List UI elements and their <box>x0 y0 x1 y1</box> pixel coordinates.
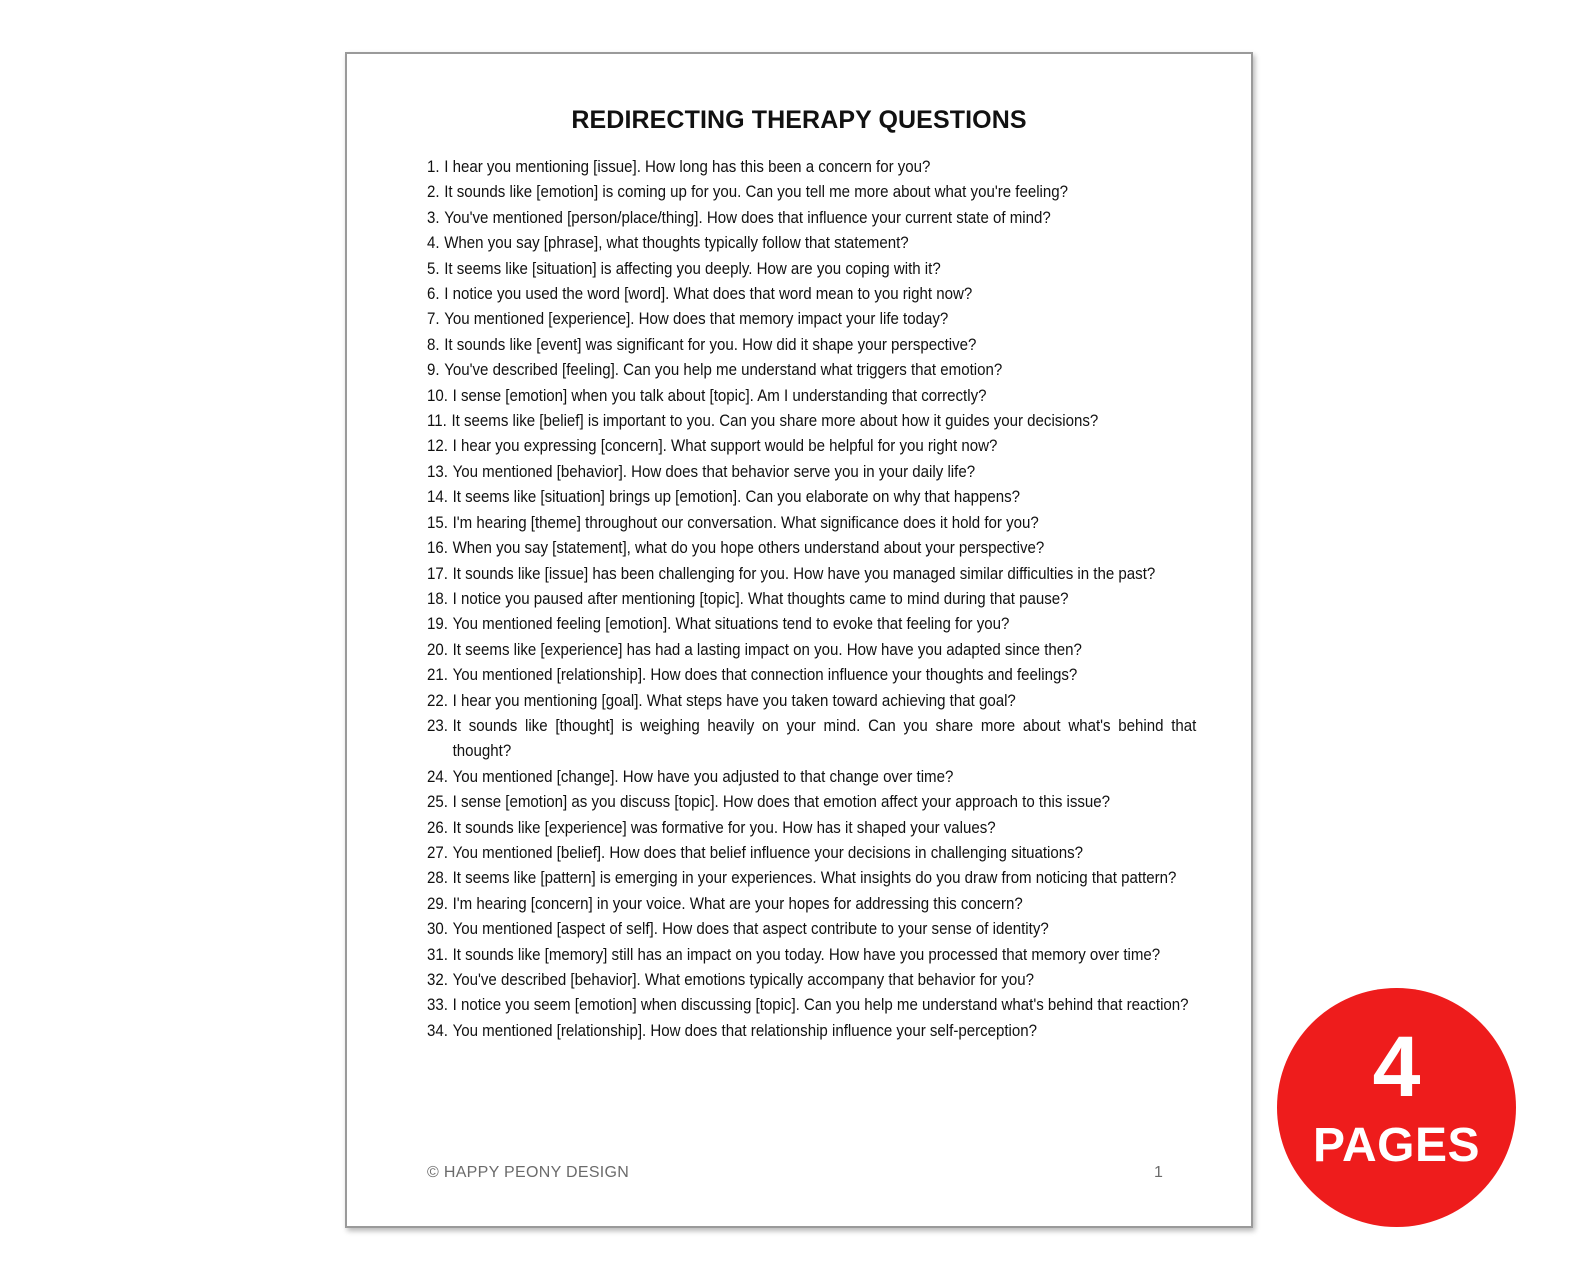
question-text: I hear you mentioning [issue]. How long has this been a concern for you? <box>444 158 931 176</box>
question-number: 3. <box>427 208 440 227</box>
question-number: 11. <box>427 412 447 431</box>
question-text: I notice you seem [emotion] when discussing [topic]. Can you help me understand what's behind that reaction? <box>452 996 1189 1015</box>
question-item <box>427 866 1196 891</box>
question-number: 5. <box>427 259 440 278</box>
question-item <box>427 1019 1196 1044</box>
question-item <box>427 943 1196 968</box>
question-text: It seems like [situation] brings up [emotion]. Can you elaborate on why that happens? <box>452 488 1020 507</box>
question-item <box>427 206 1196 231</box>
question-item <box>427 714 1196 765</box>
question-item <box>427 790 1196 815</box>
question-item <box>427 587 1196 612</box>
question-number: 14. <box>427 488 448 507</box>
question-text: It seems like [situation] is affecting you deeply. How are you coping with it? <box>444 259 941 278</box>
question-item <box>427 689 1196 714</box>
question-item <box>427 180 1196 205</box>
question-item <box>427 663 1196 688</box>
question-text: You mentioned [relationship]. How does that relationship influence your self-perception? <box>452 1021 1038 1040</box>
footer-page-number: 1 <box>1154 1164 1163 1181</box>
question-number: 1. <box>427 158 440 176</box>
question-number: 25. <box>427 793 448 812</box>
question-item <box>427 257 1196 282</box>
question-item <box>427 536 1196 561</box>
question-item <box>427 765 1196 790</box>
question-item <box>427 333 1196 358</box>
question-text: You've described [behavior]. What emotions typically accompany that behavior for you? <box>452 971 1034 989</box>
question-item <box>427 485 1196 510</box>
question-text: I'm hearing [theme] throughout our conversation. What significance does it hold for you? <box>452 513 1039 532</box>
question-number: 33. <box>427 996 448 1015</box>
question-number: 20. <box>427 640 448 659</box>
question-text: I hear you mentioning [goal]. What steps have you taken toward achieving that goal? <box>452 691 1016 710</box>
question-number: 7. <box>427 310 440 329</box>
question-text: I hear you expressing [concern]. What support would be helpful for you right now? <box>452 437 998 456</box>
question-text: I'm hearing [concern] in your voice. What are your hopes for addressing this concern? <box>452 894 1023 913</box>
question-item <box>427 993 1196 1018</box>
question-number: 2. <box>427 183 440 202</box>
question-text: It seems like [experience] has had a lasting impact on you. How have you adapted since then? <box>452 640 1082 659</box>
question-number: 17. <box>427 564 448 583</box>
question-item <box>427 155 1196 180</box>
document-page <box>345 52 1253 1228</box>
question-item <box>427 231 1196 256</box>
question-item <box>427 358 1196 383</box>
question-item <box>427 307 1196 332</box>
page-count-badge <box>1277 988 1516 1227</box>
question-number: 16. <box>427 539 448 558</box>
question-number: 24. <box>427 767 448 786</box>
question-text: It sounds like [experience] was formative for you. How has it shaped your values? <box>452 818 996 837</box>
badge-number: 4 <box>1372 1019 1421 1115</box>
question-number: 30. <box>427 920 448 939</box>
question-text: You mentioned [belief]. How does that belief influence your decisions in challenging situations? <box>452 843 1084 862</box>
question-text: It seems like [pattern] is emerging in your experiences. What insights do you draw from noticing that pattern? <box>452 869 1177 888</box>
question-number: 13. <box>427 462 448 481</box>
question-list <box>427 155 1197 1044</box>
question-item <box>427 282 1196 307</box>
question-number: 12. <box>427 437 448 456</box>
question-number: 22. <box>427 691 448 710</box>
question-text: You mentioned [change]. How have you adjusted to that change over time? <box>452 767 954 786</box>
question-item <box>427 892 1196 917</box>
question-text: You mentioned feeling [emotion]. What situations tend to evoke that feeling for you? <box>452 615 1010 634</box>
question-item <box>427 841 1196 866</box>
question-number: 29. <box>427 894 448 913</box>
question-number: 26. <box>427 818 448 837</box>
question-number: 6. <box>427 285 440 304</box>
question-number: 8. <box>427 335 440 354</box>
question-number: 18. <box>427 589 448 608</box>
question-text: It sounds like [emotion] is coming up for you. Can you tell me more about what you're feeling? <box>444 183 1069 202</box>
question-item <box>427 409 1196 434</box>
page-title: REDIRECTING THERAPY QUESTIONS <box>571 106 1027 134</box>
question-text: I sense [emotion] when you talk about [topic]. Am I understanding that correctly? <box>452 386 987 405</box>
question-item <box>427 384 1196 409</box>
question-text: It sounds like [memory] still has an impact on you today. How have you processed that memory over time? <box>452 945 1161 964</box>
question-number: 32. <box>427 971 448 989</box>
question-number: 4. <box>427 234 440 253</box>
question-item <box>427 968 1196 993</box>
question-item <box>427 460 1196 485</box>
question-text: It seems like [belief] is important to you. Can you share more about how it guides your decisions? <box>451 412 1099 431</box>
question-number: 34. <box>427 1021 448 1040</box>
question-item <box>427 917 1196 942</box>
question-number: 23. <box>427 716 448 735</box>
question-text: You mentioned [behavior]. How does that behavior serve you in your daily life? <box>452 462 976 481</box>
question-text: When you say [phrase], what thoughts typically follow that statement? <box>444 234 909 253</box>
badge-label: PAGES <box>1313 1119 1480 1172</box>
question-text: You mentioned [aspect of self]. How does that aspect contribute to your sense of identity? <box>452 920 1049 939</box>
question-item <box>427 511 1196 536</box>
question-text: I notice you used the word [word]. What does that word mean to you right now? <box>444 285 973 304</box>
question-number: 31. <box>427 945 448 964</box>
question-text: You mentioned [experience]. How does that memory impact your life today? <box>444 310 949 329</box>
question-text: It sounds like [thought] is weighing heavily on your mind. Can you share more about what's behind that thought? <box>452 716 1197 761</box>
question-text: You've described [feeling]. Can you help me understand what triggers that emotion? <box>444 361 1003 380</box>
question-text: You mentioned [relationship]. How does that connection influence your thoughts and feelings? <box>452 666 1078 685</box>
question-number: 10. <box>427 386 448 405</box>
question-text: It sounds like [issue] has been challenging for you. How have you managed similar difficulties in the past? <box>452 564 1156 583</box>
question-number: 15. <box>427 513 448 532</box>
question-number: 27. <box>427 843 448 862</box>
question-number: 19. <box>427 615 448 634</box>
question-item <box>427 638 1196 663</box>
question-item <box>427 562 1196 587</box>
question-item <box>427 612 1196 637</box>
footer-copyright: © HAPPY PEONY DESIGN <box>427 1164 630 1181</box>
question-number: 21. <box>427 666 448 685</box>
question-number: 9. <box>427 361 440 380</box>
question-item <box>427 816 1196 841</box>
question-text: I sense [emotion] as you discuss [topic]. How does that emotion affect your approach to this issue? <box>452 793 1111 812</box>
question-number: 28. <box>427 869 448 888</box>
question-text: It sounds like [event] was significant for you. How did it shape your perspective? <box>444 335 977 354</box>
question-item <box>427 434 1196 459</box>
question-text: When you say [statement], what do you hope others understand about your perspective? <box>452 539 1045 558</box>
question-text: I notice you paused after mentioning [topic]. What thoughts came to mind during that pause? <box>452 589 1069 608</box>
question-text: You've mentioned [person/place/thing]. How does that influence your current state of mind? <box>444 208 1051 227</box>
